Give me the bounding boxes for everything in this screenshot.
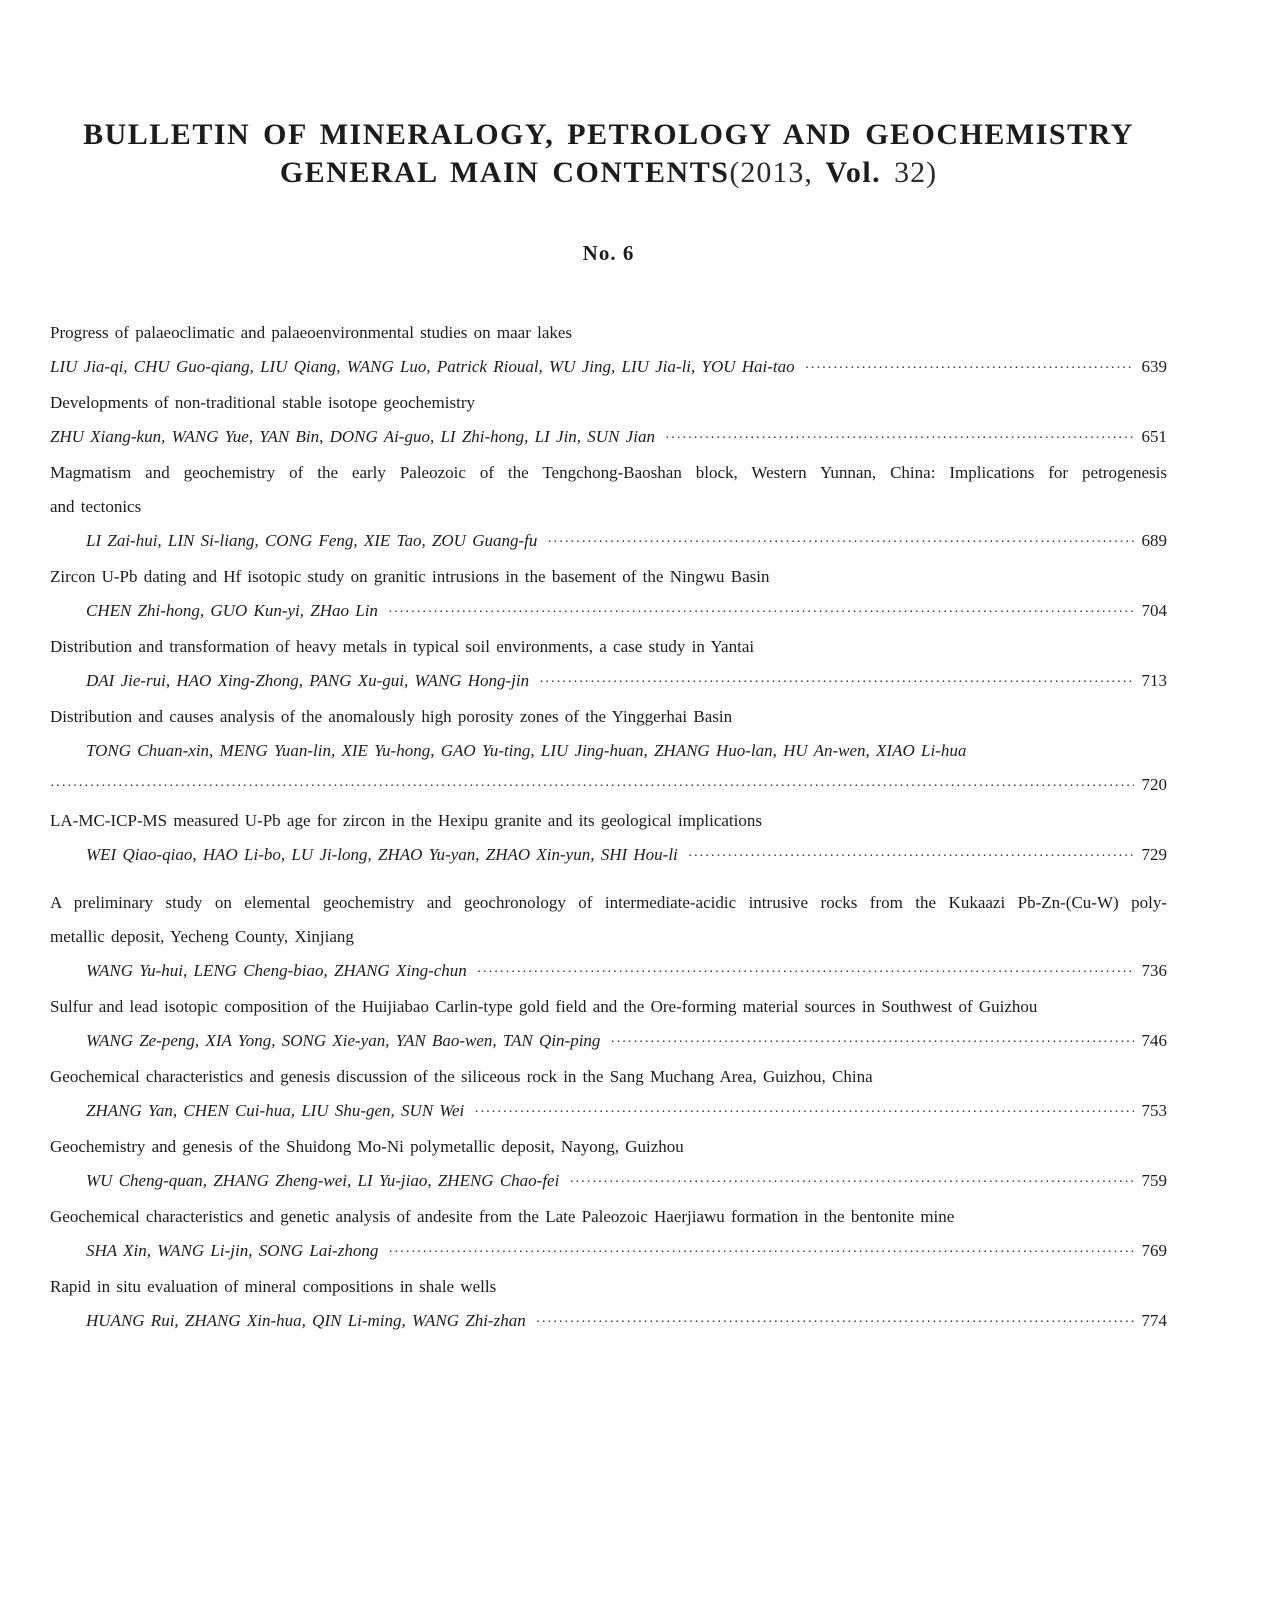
dot-leader [50, 768, 1134, 804]
dot-leader [665, 420, 1134, 456]
article-title-line: A preliminary study on elemental geochemistry and geochronology of intermediate-acidic intrusive rocks from the Kukaazi Pb-Zn-(Cu-W) poly- [50, 893, 1167, 912]
toc-entry [50, 804, 1167, 874]
article-title-line: Geochemical characteristics and genesis discussion of the siliceous rock in the Sang Muchang Area, Guizhou, China [50, 1067, 873, 1086]
toc-entry [50, 630, 1167, 700]
article-authors: LIU Jia-qi, CHU Guo-qiang, LIU Qiang, WANG Luo, Patrick Rioual, WU Jing, LIU Jia-li, YOU Hai-tao [50, 357, 795, 376]
author-row [50, 664, 1167, 700]
article-title-line: LA-MC-ICP-MS measured U-Pb age for zircon in the Hexipu granite and its geological implications [50, 811, 762, 830]
page-number: 689 [1141, 531, 1167, 550]
page-number: 651 [1141, 427, 1167, 446]
article-authors: HUANG Rui, ZHANG Xin-hua, QIN Li-ming, WANG Zhi-zhan [86, 1311, 526, 1330]
dot-leader [474, 1094, 1133, 1130]
journal-title-line2 [50, 154, 1167, 192]
article-title-line: Developments of non-traditional stable isotope geochemistry [50, 393, 475, 412]
page-number: 746 [1141, 1031, 1167, 1050]
dot-leader-row [50, 768, 1167, 804]
author-row [50, 1234, 1167, 1270]
page-number: 729 [1141, 845, 1167, 864]
author-row [50, 734, 1167, 768]
author-row [50, 350, 1167, 386]
toc-entry [50, 1270, 1167, 1340]
toc-entry [50, 700, 1167, 804]
page-number: 720 [1141, 775, 1167, 794]
toc-entry [50, 1200, 1167, 1270]
dot-leader [547, 524, 1133, 560]
vol-label: Vol. [825, 155, 895, 189]
toc-entry [50, 990, 1167, 1060]
article-authors: CHEN Zhi-hong, GUO Kun-yi, ZHao Lin [86, 601, 378, 620]
article-title-line: Distribution and transformation of heavy metals in typical soil environments, a case study in Yantai [50, 637, 755, 656]
page-number: 759 [1141, 1171, 1167, 1190]
article-title-line: metallic deposit, Yecheng County, Xinjiang [50, 927, 354, 946]
article-title-line: Sulfur and lead isotopic composition of the Huijiabao Carlin-type gold field and the Ore-forming material sources in Southwest of Guizhou [50, 997, 1038, 1016]
toc-entry [50, 316, 1167, 386]
article-title-line: Distribution and causes analysis of the anomalously high porosity zones of the Yinggerhai Basin [50, 707, 733, 726]
vol-number: 32) [894, 155, 938, 189]
dot-leader [688, 838, 1134, 874]
article-title-line: and tectonics [50, 497, 142, 516]
toc-list [50, 316, 1167, 1340]
page-number: 736 [1141, 961, 1167, 980]
article-authors: DAI Jie-rui, HAO Xing-Zhong, PANG Xu-gui, WANG Hong-jin [86, 671, 530, 690]
toc-entry [50, 386, 1167, 456]
article-title-line: Geochemical characteristics and genetic analysis of andesite from the Late Paleozoic Haerjiawu formation in the bentonite mine [50, 1207, 955, 1226]
author-row [50, 1024, 1167, 1060]
dot-leader [539, 664, 1133, 700]
author-row [50, 838, 1167, 874]
author-row [50, 420, 1167, 456]
toc-entry [50, 1130, 1167, 1200]
dot-leader [610, 1024, 1133, 1060]
journal-title-line1 [50, 116, 1167, 154]
author-row [50, 524, 1167, 560]
article-authors: LI Zai-hui, LIN Si-liang, CONG Feng, XIE Tao, ZOU Guang-fu [86, 531, 538, 550]
article-authors: WEI Qiao-qiao, HAO Li-bo, LU Ji-long, ZHAO Yu-yan, ZHAO Xin-yun, SHI Hou-li [86, 845, 678, 864]
page-number: 713 [1141, 671, 1167, 690]
dot-leader [805, 350, 1134, 386]
dot-leader [388, 1234, 1133, 1270]
article-title-line: Magmatism and geochemistry of the early Paleozoic of the Tengchong-Baoshan block, Western Yunnan, China: Implications for petrogenesis [50, 463, 1167, 482]
toc-entry [50, 560, 1167, 630]
author-row [50, 954, 1167, 990]
toc-entry [50, 886, 1167, 990]
dot-leader [388, 594, 1134, 630]
page-number: 704 [1141, 601, 1167, 620]
article-authors: WU Cheng-quan, ZHANG Zheng-wei, LI Yu-jiao, ZHENG Chao-fei [86, 1171, 560, 1190]
dot-leader [477, 954, 1134, 990]
author-row [50, 1164, 1167, 1200]
dot-leader [569, 1164, 1133, 1200]
article-authors: SHA Xin, WANG Li-jin, SONG Lai-zhong [86, 1241, 379, 1260]
toc-entry [50, 1060, 1167, 1130]
year-text: (2013, [729, 155, 826, 189]
page-number: 774 [1141, 1311, 1167, 1330]
contents-heading: GENERAL MAIN CONTENTS [279, 155, 730, 189]
article-authors: WANG Ze-peng, XIA Yong, SONG Xie-yan, YAN Bao-wen, TAN Qin-ping [86, 1031, 601, 1050]
article-title-line: Rapid in situ evaluation of mineral compositions in shale wells [50, 1277, 497, 1296]
page-number: 769 [1141, 1241, 1167, 1260]
page-number: 753 [1141, 1101, 1167, 1120]
page-number: 639 [1141, 357, 1167, 376]
article-title-line: Geochemistry and genesis of the Shuidong Mo-Ni polymetallic deposit, Nayong, Guizhou [50, 1137, 684, 1156]
article-title-line: Progress of palaeoclimatic and palaeoenvironmental studies on maar lakes [50, 323, 573, 342]
journal-title-text: BULLETIN OF MINERALOGY, PETROLOGY AND GEOCHEMISTRY [83, 118, 1134, 151]
article-title-line: Zircon U-Pb dating and Hf isotopic study on granitic intrusions in the basement of the Ningwu Basin [50, 567, 770, 586]
toc-entry [50, 456, 1167, 560]
author-row [50, 1094, 1167, 1130]
issue-number: No. 6 [582, 241, 635, 265]
article-authors: ZHANG Yan, CHEN Cui-hua, LIU Shu-gen, SUN Wei [86, 1101, 465, 1120]
article-authors: ZHU Xiang-kun, WANG Yue, YAN Bin, DONG Ai-guo, LI Zhi-hong, LI Jin, SUN Jian [50, 427, 655, 446]
article-authors: WANG Yu-hui, LENG Cheng-biao, ZHANG Xing-chun [86, 961, 467, 980]
author-row [50, 594, 1167, 630]
dot-leader [536, 1304, 1134, 1340]
author-row [50, 1304, 1167, 1340]
article-authors: TONG Chuan-xin, MENG Yuan-lin, XIE Yu-hong, GAO Yu-ting, LIU Jing-huan, ZHANG Huo-lan, HU An-wen, XIAO Li-hua [86, 741, 967, 760]
